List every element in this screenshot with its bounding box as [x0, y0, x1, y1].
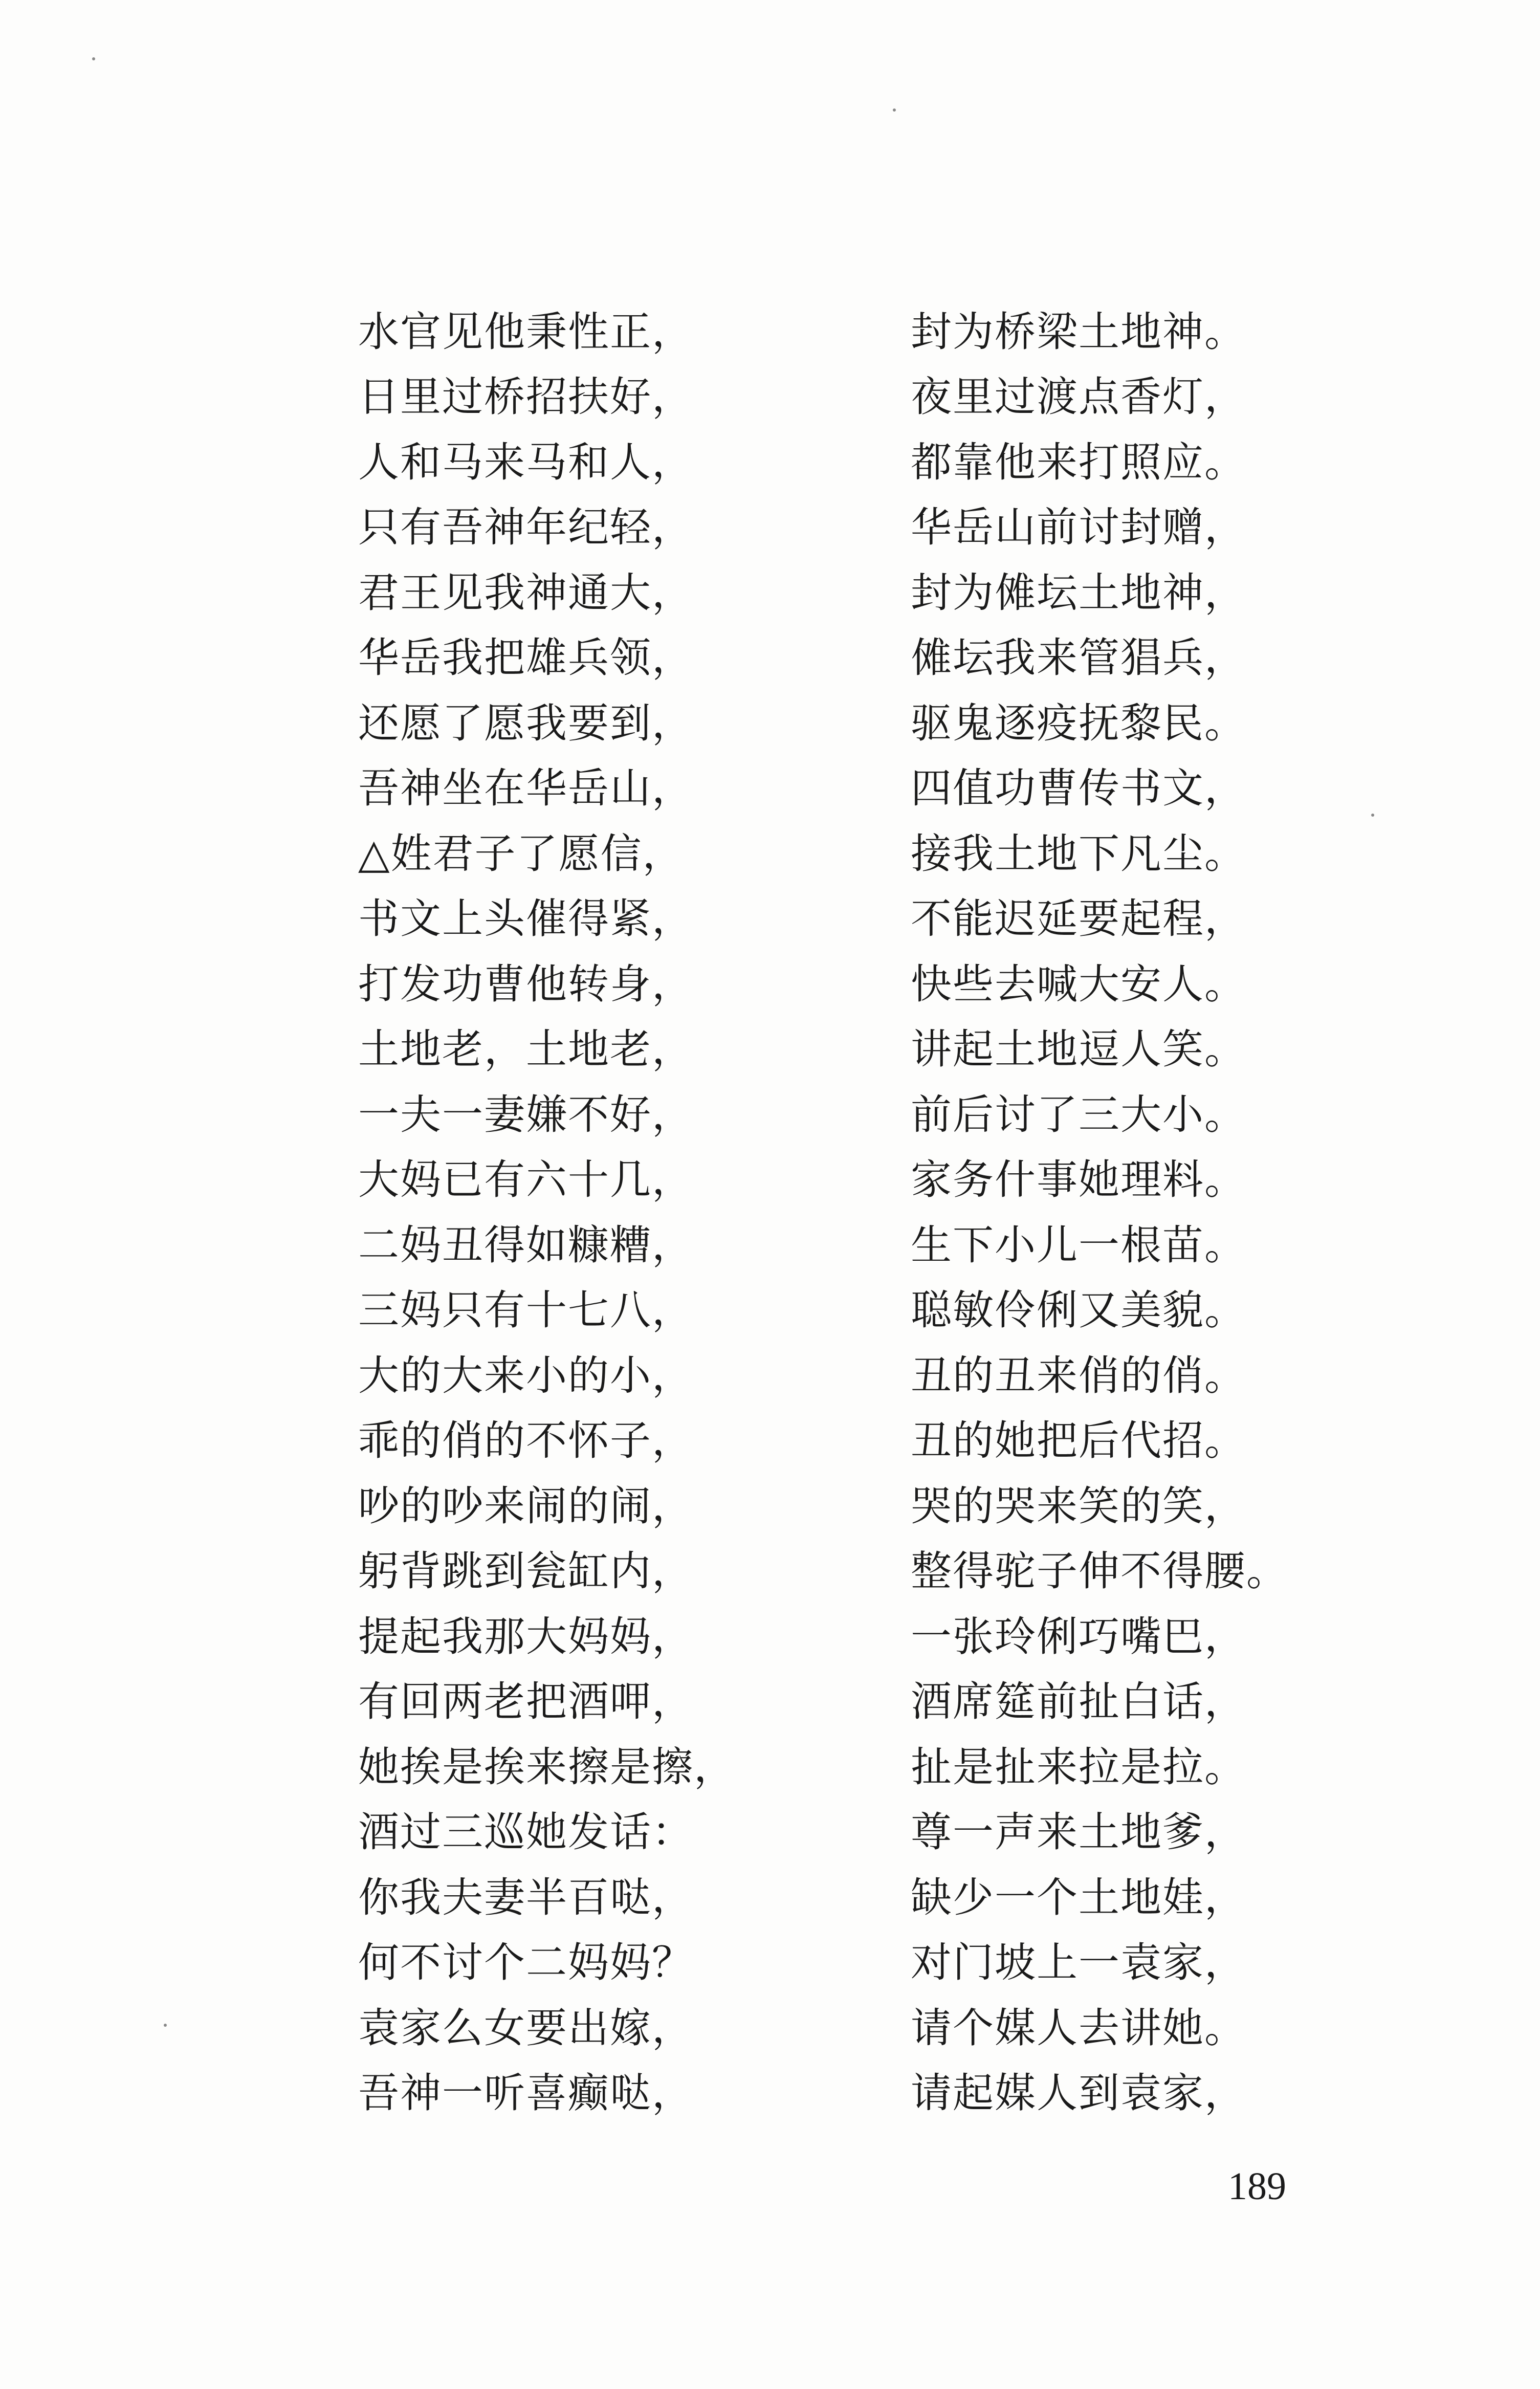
poem-line-left: 躬背跳到瓮缸内，: [358, 1547, 694, 1595]
poem-line-left: 吾神一听喜癫哒，: [358, 2069, 694, 2117]
poem-line-right: 封为傩坛土地神，: [911, 568, 1246, 617]
poem-couplet: [358, 1865, 1356, 1931]
poem-line-right: 尊一声来土地爹，: [911, 1808, 1246, 1856]
poem-couplet: [358, 430, 1356, 495]
poem-line-right: 整得驼子伸不得腰。: [911, 1547, 1288, 1595]
poem-couplet: [358, 1931, 1356, 1996]
poem-line-right: 丑的她把后代招。: [911, 1417, 1246, 1465]
poem-couplet: [358, 1409, 1356, 1474]
poem-couplet: [358, 1278, 1356, 1344]
poem-line-right: 华岳山前讨封赠，: [911, 503, 1246, 552]
poem-line-right: 聪敏伶俐又美貌。: [911, 1286, 1246, 1334]
poem-couplet: [358, 1148, 1356, 1213]
poem-line-left: 何不讨个二妈妈？: [358, 1939, 694, 1987]
poem-line-right: 不能迟延要起程，: [911, 895, 1246, 943]
poem-line-right: 丑的丑来俏的俏。: [911, 1351, 1246, 1399]
poem-line-right: 生下小儿一根苗。: [911, 1221, 1246, 1269]
poem-line-right: 一张玲俐巧嘴巴，: [911, 1612, 1246, 1660]
poem-couplet: [358, 691, 1356, 756]
poem-line-left: 袁家么女要出嫁，: [358, 2004, 694, 2052]
poem-couplet: [358, 1670, 1356, 1735]
poem-line-right: 缺少一个土地娃，: [911, 1873, 1246, 1921]
scan-speck: [893, 108, 896, 112]
poem-line-right: 哭的哭来笑的笑，: [911, 1482, 1246, 1530]
poem-couplet: [358, 952, 1356, 1017]
poem-line-left: 大的大来小的小，: [358, 1351, 694, 1399]
poem-line-right: 讲起土地逗人笑。: [911, 1025, 1246, 1073]
poem-line-left: △姓君子了愿信，: [358, 829, 685, 878]
poem-line-right: 封为桥梁土地神。: [911, 308, 1246, 356]
poem-line-left: 她挨是挨来擦是擦，: [358, 1743, 736, 1791]
poem-couplet: [358, 560, 1356, 626]
poem-line-right: 酒席筵前扯白话，: [911, 1678, 1246, 1726]
poem-couplet: [358, 887, 1356, 952]
poem-couplet: [358, 756, 1356, 822]
poem-couplet: [358, 299, 1356, 365]
poem-line-left: 二妈丑得如糠糟，: [358, 1221, 694, 1269]
poem-couplet: [358, 365, 1356, 430]
poem-couplet: [358, 626, 1356, 691]
poem-line-right: 请个媒人去讲她。: [911, 2004, 1246, 2052]
poem-line-right: 前后讨了三大小。: [911, 1090, 1246, 1138]
poem-body: [358, 299, 1356, 2126]
poem-line-left: 三妈只有十七八，: [358, 1286, 694, 1334]
scan-speck: [164, 2024, 167, 2027]
poem-line-right: 对门坡上一袁家，: [911, 1939, 1246, 1987]
poem-line-right: 驱鬼逐疫抚黎民。: [911, 699, 1246, 747]
poem-line-left: 水官见他秉性正，: [358, 308, 694, 356]
poem-line-left: 君王见我神通大，: [358, 568, 694, 617]
poem-couplet: [358, 1343, 1356, 1409]
poem-line-right: 夜里过渡点香灯，: [911, 373, 1246, 421]
poem-line-left: 吵的吵来闹的闹，: [358, 1482, 694, 1530]
poem-line-left: 乖的俏的不怀子，: [358, 1417, 694, 1465]
poem-line-left: 你我夫妻半百哒，: [358, 1873, 694, 1921]
poem-couplet: [358, 821, 1356, 887]
poem-line-right: 请起媒人到袁家，: [911, 2069, 1246, 2117]
poem-couplet: [358, 1474, 1356, 1539]
poem-line-left: 一夫一妻嫌不好，: [358, 1090, 694, 1138]
poem-couplet: [358, 1735, 1356, 1800]
poem-line-left: 土地老，土地老，: [358, 1025, 694, 1073]
scan-speck: [1371, 814, 1374, 817]
poem-couplet: [358, 495, 1356, 561]
poem-line-right: 扯是扯来拉是拉。: [911, 1743, 1246, 1791]
poem-line-right: 快些去喊大安人。: [911, 960, 1246, 1008]
poem-couplet: [358, 2061, 1356, 2127]
poem-line-left: 还愿了愿我要到，: [358, 699, 694, 747]
poem-couplet: [358, 1604, 1356, 1670]
poem-line-right: 傩坛我来管猖兵，: [911, 634, 1246, 682]
poem-line-left: 书文上头催得紧，: [358, 895, 694, 943]
poem-line-left: 吾神坐在华岳山，: [358, 764, 694, 813]
scan-speck: [92, 57, 95, 60]
poem-line-left: 华岳我把雄兵领，: [358, 634, 694, 682]
poem-line-left: 人和马来马和人，: [358, 438, 694, 486]
poem-couplet: [358, 1800, 1356, 1866]
poem-couplet: [358, 1082, 1356, 1148]
page-number: 189: [1228, 2165, 1286, 2208]
poem-line-right: 都靠他来打照应。: [911, 438, 1246, 486]
poem-line-left: 提起我那大妈妈，: [358, 1612, 694, 1660]
poem-line-left: 有回两老把酒呷，: [358, 1678, 694, 1726]
poem-line-right: 接我土地下凡尘。: [911, 829, 1246, 878]
poem-line-right: 四值功曹传书文，: [911, 764, 1246, 813]
poem-line-left: 只有吾神年纪轻，: [358, 503, 694, 552]
poem-couplet: [358, 1539, 1356, 1605]
poem-line-left: 酒过三巡她发话：: [358, 1808, 694, 1856]
poem-couplet: [358, 1017, 1356, 1083]
poem-line-right: 家务什事她理料。: [911, 1156, 1246, 1204]
poem-line-left: 日里过桥招扶好，: [358, 373, 694, 421]
poem-line-left: 大妈已有六十几，: [358, 1156, 694, 1204]
poem-couplet: [358, 1213, 1356, 1278]
poem-couplet: [358, 1996, 1356, 2061]
poem-line-left: 打发功曹他转身，: [358, 960, 694, 1008]
